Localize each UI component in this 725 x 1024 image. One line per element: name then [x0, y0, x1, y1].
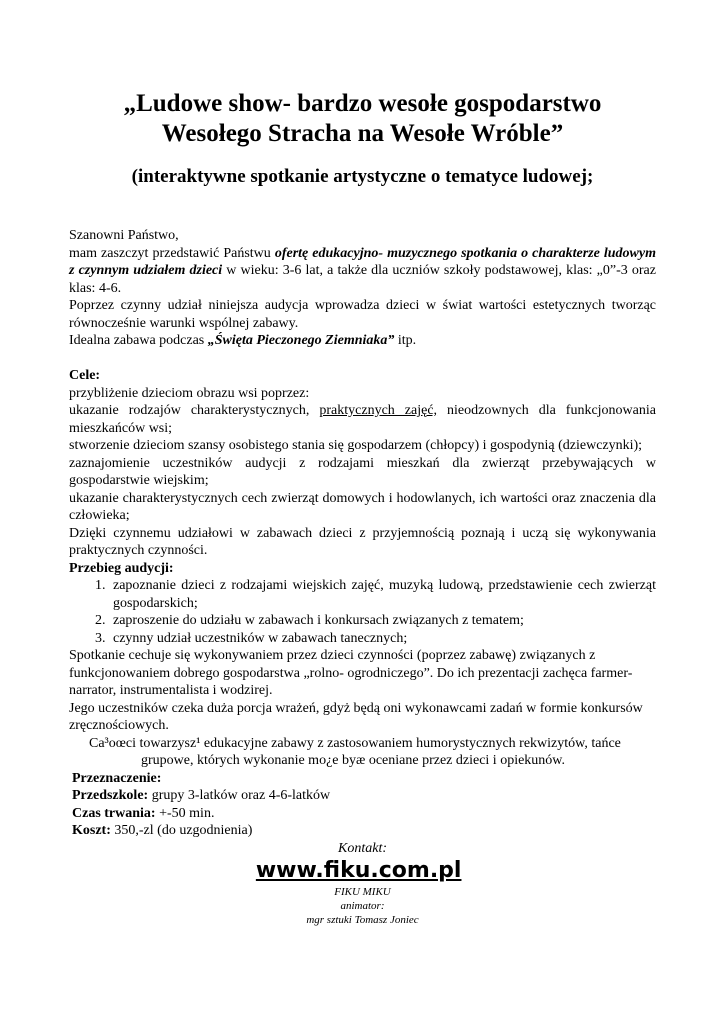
przebieg-item: 2. zaproszenie do udziału w zabawach i konkursach związanych z tematem; [109, 612, 656, 630]
practical-activities-link[interactable]: praktycznych zajęć, [319, 403, 438, 418]
cele-item-3: zaznajomienie uczestników audycji z rodzajami mieszkań dla zwierząt przebywających w gospodarstwie wiejskim; [69, 455, 656, 488]
koszt-row: Koszt: 350,-zl (do uzgodnienia) [72, 823, 253, 838]
document-subtitle: (interaktywne spotkanie artystyczne o tematyce ludowej; [131, 166, 594, 187]
czas-row: Czas trwania: +-50 min. [72, 805, 215, 821]
przebieg-item: 1. zapoznanie dzieci z rodzajami wiejskich zajęć, muzyką ludową, przedstawienie cech zwierząt gospodarskich; [109, 577, 656, 612]
przebieg-item: 3. czynny udział uczestników w zabawach tanecznych; [109, 630, 656, 648]
cele-lead: przybliżenie dzieciom obrazu wsi poprzez: [69, 385, 310, 401]
intro-text-c: w wieku: 3-6 lat, a także dla uczniów szkoły podstawowej, klas: „0”-3 oraz klas: 4-6. [69, 263, 656, 296]
website-link[interactable]: www.fiku.com.pl [255, 858, 462, 883]
cele-heading: Cele: [69, 368, 101, 383]
intro-text-a: mam zaszczyt przedstawić Państwu [69, 245, 275, 261]
opis-paragraph-3-line-2: grupowe, których wykonanie mo¿e byæ oceniane przez dzieci i opiekunów. [141, 753, 565, 768]
title-line-1: „Ludowe show- bardzo wesołe gospodarstwo [123, 90, 602, 117]
company-name: FIKU MIKU [334, 886, 391, 898]
opis-paragraph-1: Spotkanie cechuje się wykonywaniem przez dzieci czynności (poprzez zabawę) związanych z funkcjonowaniem dobrego gospodarstwa „rolno- ogrodniczego”. Do ich prezentacji zachęca farmer-narrator, instrumentalista i wodzirej. [69, 648, 633, 698]
occasion-emphasis: „Święta Pieczonego Ziemniaka” [207, 333, 395, 348]
cele-item-5: Dzięki czynnemu udziałowi w zabawach dzieci z przyjemnością poznają i uczą się wykonywania praktycznych czynności. [69, 525, 656, 558]
przeznaczenie-label: Przeznaczenie: [72, 770, 162, 786]
przedszkole-row: Przedszkole: grupy 3-latków oraz 4-6-latków [72, 788, 331, 803]
opis-paragraph-2: Jego uczestników czeka duża porcja wrażeń, gdyż będą oni wykonawcami zadań w formie konkursów zręcznościowych. [69, 700, 643, 733]
occasion-paragraph [69, 332, 656, 350]
greeting: Szanowni Państwo, [69, 228, 179, 243]
intro-paragraph [69, 245, 656, 298]
contact-label: Kontakt: [338, 840, 387, 856]
purpose-paragraph: Poprzez czynny udział niniejsza audycja wprowadza dzieci w świat wartości estetycznych tworząc równocześnie warunki wspólnej zabawy. [69, 298, 656, 331]
occasion-text-c: itp. [394, 333, 417, 348]
title-line-2: Wesołego Stracha na Wesołe Wróble” [161, 120, 564, 147]
document-body [69, 227, 656, 927]
cele-item-2: stworzenie dzieciom szansy osobistego stania się gospodarzem (chłopcy) i gospodynią (dziewczynki); [69, 438, 643, 453]
cele-item-1: ukazanie rodzajów charakterystycznych, praktycznych zajęć, nieodzownych dla funkcjonowania mieszkańców wsi; [69, 403, 656, 436]
animator-person: mgr sztuki Tomasz Joniec [306, 914, 419, 926]
offer-emphasis: ofertę edukacyjno- muzycznego spotkania o charakterze ludowym z czynnym udziałem dzieci [69, 245, 656, 278]
animator-role: animator: [340, 900, 385, 912]
przebieg-list [69, 577, 656, 647]
document-title [40, 89, 685, 149]
przebieg-heading: Przebieg audycji: [69, 560, 174, 576]
opis-paragraph-3-line-1: Ca³oœci towarzysz¹ edukacyjne zabawy z zastosowaniem humorystycznych rekwizytów, tańce [89, 735, 621, 751]
cele-item-4: ukazanie charakterystycznych cech zwierząt domowych i hodowlanych, ich wartości oraz znaczenia dla człowieka; [69, 490, 656, 523]
occasion-text-a: Idealna zabawa podczas [69, 333, 208, 348]
